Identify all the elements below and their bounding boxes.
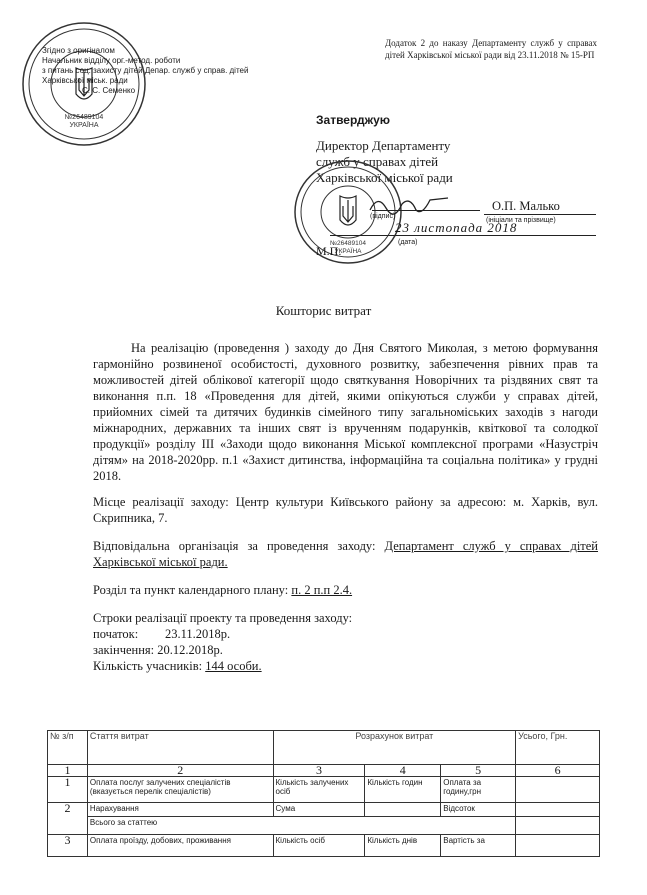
row-cell: Кількість осіб: [273, 835, 365, 857]
table-row: [48, 817, 600, 835]
row-article: Оплата послуг залучених спеціалістів (вказується перелік спеціалістів): [87, 777, 273, 803]
row-cell: Вартість за: [441, 835, 516, 857]
approval-heading: Затверджую: [316, 113, 391, 127]
place-paragraph: Місце реалізації заходу: Центр культури Київського району за адресою: м. Харків, вул. Скрипника, 7.: [93, 495, 598, 525]
signature-caption: (підпис): [370, 213, 396, 220]
end-value: 20.12.2018р.: [157, 643, 223, 657]
plan-paragraph: [93, 582, 598, 598]
row-cell: Відсоток: [441, 803, 516, 817]
participants-row: [93, 658, 598, 674]
table-column-numbers-row: [48, 765, 600, 777]
row-total: [516, 835, 600, 857]
table-row: [48, 777, 600, 803]
name-caption: (ініціали та прізвище): [486, 217, 556, 224]
certification-line-1: Згідно з оригіналом: [42, 46, 115, 55]
intro-paragraph: На реалізацію (проведення ) заходу до Дня Святого Миколая, з метою формування гармонійно розвиненої особистості, духовного розвитку, забезпечення рівних прав та можливостей дітей облікової категорії щодо святкування Новорічних та різдвяних свят та виконання п.п. 18 «Проведення для дітей, якими опікуються служби у справах дітей, прийомних сімей та дитячих будинків сімейного типу загальноміських заходів з нагоди міжнародних, державних та інших свят із врученням подарунків, квіткової та солодкої продукції» розділу ІІІ «Заходи щодо виконання Міської комплексної програми «Назустріч дітям» на 2018-2020рр. п.1 «Захист дитинства, інформаційна та соціальна політика» у грудні 2018.: [93, 341, 598, 483]
approval-position: Директор Департаменту служб у справах дітей Харківської міської ради: [316, 138, 453, 185]
terms-label: Строки реалізації проекту та проведення заходу:: [93, 611, 353, 625]
certification-line-2: Начальник відділу орг.-метод. роботи: [42, 56, 181, 65]
header-article: Стаття витрат: [87, 731, 273, 765]
column-number: 2: [87, 765, 273, 777]
certification-block: [42, 46, 262, 96]
column-number: 4: [365, 765, 441, 777]
table-row: [48, 803, 600, 817]
row-number: 1: [48, 777, 88, 803]
organization-value: Департамент служб у справах дітей Харківської міської ради.: [93, 539, 599, 569]
organization-paragraph: [93, 538, 598, 570]
certification-line-3: з питань соц. захисту дітей Депар. служб у справ. дітей: [42, 66, 249, 75]
row-cell: Кількість годин: [365, 777, 441, 803]
document-body: [93, 340, 598, 674]
certification-line-4: Харківської міськ. ради: [42, 76, 128, 85]
approval-date: 23 листопада 2018: [395, 220, 518, 235]
start-value: 23.11.2018р.: [165, 627, 231, 641]
row-cell: Сума: [273, 803, 365, 817]
stamp-mark: М.П.: [316, 244, 342, 258]
row-total: [516, 777, 600, 803]
table-row: [48, 835, 600, 857]
director-name: О.П. Малько: [492, 199, 560, 213]
end-row: [93, 642, 598, 658]
row-article: Оплата проїзду, добових, проживання: [87, 835, 273, 857]
table-header-row: [48, 731, 600, 765]
date-caption: (дата): [398, 239, 418, 246]
expense-table: [47, 730, 600, 857]
column-number: 1: [48, 765, 88, 777]
start-row: [93, 626, 598, 642]
row-cell: [365, 803, 441, 817]
date-line: [330, 235, 596, 236]
name-line: [484, 214, 596, 215]
plan-label: Розділ та пункт календарного плану:: [93, 583, 292, 597]
svg-text:УКРАЇНА: УКРАЇНА: [69, 122, 99, 129]
row-number: 3: [48, 835, 88, 857]
start-label: початок:: [93, 627, 139, 641]
participants-label: Кількість учасників:: [93, 659, 206, 673]
end-label: закінчення:: [93, 643, 155, 657]
row-article: Нарахування: [87, 803, 273, 817]
participants-value: 144 особи.: [205, 659, 262, 673]
header-total: Усього, Грн.: [516, 731, 600, 765]
row-article: Всього за статтею: [87, 817, 515, 835]
row-total: [516, 803, 600, 817]
row-cell: Кількість залучених осіб: [273, 777, 365, 803]
svg-text:УКРАЇНА: УКРАЇНА: [334, 248, 362, 255]
column-number: 5: [441, 765, 516, 777]
document-title: Кошторис витрат: [275, 303, 372, 318]
appendix-note: Додаток 2 до наказу Департаменту служб у справах дітей Харківської міської ради від 23.11.2018 № 15-РП: [385, 38, 597, 60]
row-cell: Оплата за годину,грн: [441, 777, 516, 803]
header-calculation: Розрахунок витрат: [273, 731, 516, 765]
certification-line-5: С. С. Семенко: [82, 86, 136, 95]
column-number: 6: [516, 765, 600, 777]
row-total: [516, 817, 600, 835]
plan-value: п. 2 п.п 2.4.: [291, 583, 353, 597]
organization-label: Відповідальна організація за проведення заходу:: [93, 539, 385, 553]
svg-text:№26489104: №26489104: [64, 114, 104, 121]
column-number: 3: [273, 765, 365, 777]
row-cell: Кількість днів: [365, 835, 441, 857]
handwritten-signature: [366, 190, 456, 218]
svg-text:№26489104: №26489104: [330, 240, 366, 247]
row-number: 2: [48, 803, 88, 835]
header-number: № з/п: [48, 731, 88, 765]
